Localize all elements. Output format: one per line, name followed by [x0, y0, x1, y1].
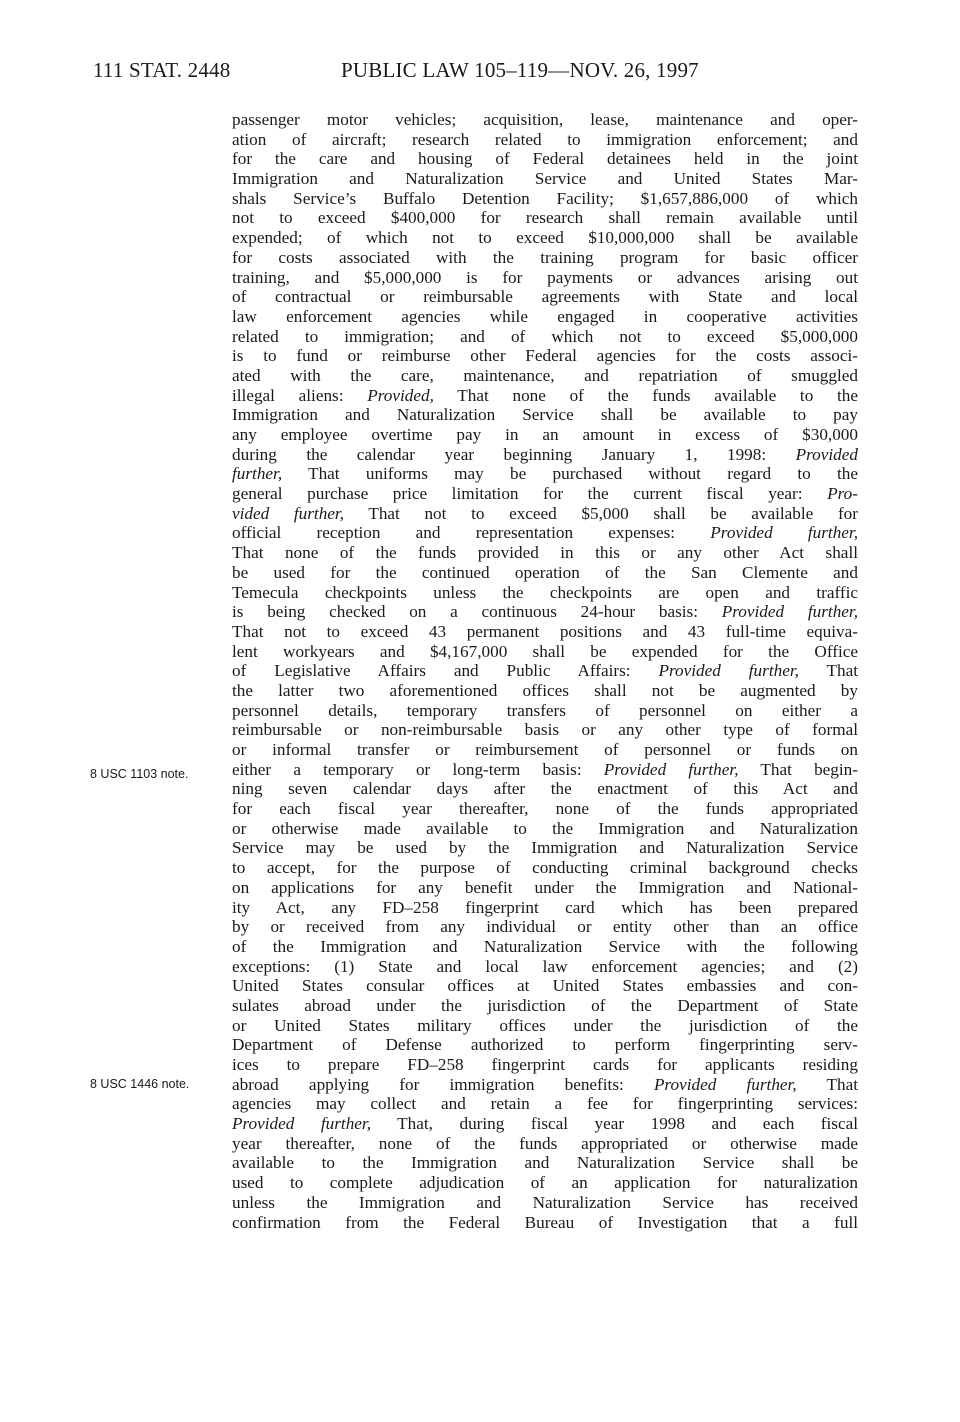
text-run: That: [798, 661, 858, 681]
text-line: [232, 405, 858, 425]
text-run: sulates abroad under the jurisdiction of the Department of State: [232, 995, 858, 1015]
text-run: Immigration and Naturalization Service shall be available to pay: [232, 405, 858, 425]
text-line: [232, 1114, 858, 1134]
text-line: [232, 169, 858, 189]
text-run: is to fund or reimburse other Federal agencies for the costs associ-: [232, 346, 858, 366]
text-line: [232, 445, 858, 465]
text-line: [232, 346, 858, 366]
text-run: Service may be used by the Immigration and Naturalization Service: [232, 838, 858, 858]
text-line: [232, 858, 858, 878]
text-run: training, and $5,000,000 is for payments or advances arising out: [232, 267, 858, 287]
italic-text: vided further,: [232, 503, 344, 523]
statute-page-number: 111 STAT. 2448: [93, 58, 231, 82]
text-line: [232, 957, 858, 977]
text-line: [232, 1016, 858, 1036]
text-line: [232, 760, 858, 780]
text-line: [232, 543, 858, 563]
text-line: [232, 149, 858, 169]
text-run: shals Service’s Buffalo Detention Facility; $1,657,886,000 of which: [232, 188, 858, 208]
text-line: [232, 208, 858, 228]
text-run: illegal aliens:: [232, 385, 368, 405]
text-run: not to exceed $400,000 for research shall remain available until: [232, 208, 858, 228]
text-run: abroad applying for immigration benefits:: [232, 1074, 654, 1094]
text-line: [232, 917, 858, 937]
text-run: is being checked on a continuous 24-hour basis:: [232, 602, 722, 622]
text-run: of Legislative Affairs and Public Affairs:: [232, 661, 659, 681]
text-line: [232, 1193, 858, 1213]
text-run: That not to exceed 43 permanent positions and 43 full-time equiva-: [232, 621, 858, 641]
text-line: [232, 898, 858, 918]
text-line: [232, 1153, 858, 1173]
text-run: ated with the care, maintenance, and repatriation of smuggled: [232, 365, 858, 385]
text-line: [232, 838, 858, 858]
page-header: [93, 58, 873, 88]
italic-text: Provided further,: [232, 1114, 371, 1134]
text-run: to accept, for the purpose of conducting criminal background checks: [232, 858, 858, 878]
text-run: of the Immigration and Naturalization Service with the following: [232, 936, 858, 956]
text-line: [232, 819, 858, 839]
text-line: [232, 799, 858, 819]
text-line: [232, 740, 858, 760]
text-run: That not to exceed $5,000 shall be available for: [344, 503, 858, 523]
text-run: unless the Immigration and Naturalization Service has received: [232, 1192, 858, 1212]
text-run: personnel details, temporary transfers of personnel on either a: [232, 700, 858, 720]
italic-text: further,: [232, 464, 283, 484]
text-line: [232, 1094, 858, 1114]
text-run: Temecula checkpoints unless the checkpoints are open and traffic: [232, 582, 858, 602]
text-line: [232, 504, 858, 524]
text-run: ity Act, any FD–258 fingerprint card which has been prepared: [232, 897, 858, 917]
italic-text: Provided further,: [658, 661, 799, 681]
text-run: available to the Immigration and Naturalization Service shall be: [232, 1153, 858, 1173]
text-run: either a temporary or long-term basis:: [232, 759, 604, 779]
text-line: [232, 307, 858, 327]
text-run: or United States military offices under the jurisdiction of the: [232, 1015, 858, 1035]
text-run: used to complete adjudication of an application for naturalization: [232, 1173, 858, 1193]
text-run: That none of the funds provided in this or any other Act shall: [232, 543, 858, 563]
text-run: Department of Defense authorized to perform fingerprinting serv-: [232, 1035, 858, 1055]
text-run: any employee overtime pay in an amount in excess of $30,000: [232, 425, 858, 444]
text-line: [232, 563, 858, 583]
italic-text: Provided further,: [721, 602, 858, 622]
text-run: United States consular offices at United States embassies and con-: [232, 976, 858, 996]
text-line: [232, 523, 858, 543]
italic-text: Provided further,: [653, 1074, 797, 1094]
italic-text: Provided,: [367, 385, 434, 405]
text-line: [232, 268, 858, 288]
text-run: That begin-: [738, 759, 858, 779]
text-run: for each fiscal year thereafter, none of the funds appropriated: [232, 799, 858, 819]
italic-text: Provided further,: [603, 759, 739, 779]
text-run: exceptions: (1) State and local law enforcement agencies; and (2): [232, 956, 858, 976]
text-line: [232, 996, 858, 1016]
text-line: [232, 583, 858, 603]
text-run: That none of the funds available to the: [433, 385, 858, 405]
text-line: [232, 1075, 858, 1095]
text-run: for the care and housing of Federal detainees held in the joint: [232, 149, 858, 169]
margin-note-usc-1446: 8 USC 1446 note.: [90, 1077, 190, 1091]
text-run: That, during fiscal year 1998 and each fiscal: [371, 1114, 858, 1134]
text-line: [232, 484, 858, 504]
text-run: official reception and representation expenses:: [232, 523, 711, 543]
text-line: [232, 1055, 858, 1075]
text-run: ning seven calendar days after the enactment of this Act and: [232, 779, 858, 799]
text-run: ation of aircraft; research related to immigration enforcement; and: [232, 129, 858, 149]
text-line: [232, 720, 858, 740]
text-line: [232, 681, 858, 701]
text-run: general purchase price limitation for the current fiscal year:: [232, 484, 828, 504]
text-line: [232, 661, 858, 681]
text-run: ices to prepare FD–258 fingerprint cards for applicants residing: [232, 1055, 858, 1074]
text-run: of contractual or reimbursable agreements with State and local: [232, 287, 858, 307]
text-run: the latter two aforementioned offices shall not be augmented by: [232, 680, 858, 700]
text-run: be used for the continued operation of the San Clemente and: [232, 562, 858, 582]
text-line: [232, 602, 858, 622]
text-line: [232, 1213, 858, 1233]
text-run: reimbursable or non-reimbursable basis or any other type of formal: [232, 720, 858, 740]
text-run: or otherwise made available to the Immigration and Naturalization: [232, 818, 858, 838]
text-line: [232, 779, 858, 799]
text-line: [232, 287, 858, 307]
text-run: year thereafter, none of the funds appropriated or otherwise made: [232, 1133, 858, 1153]
text-run: expended; of which not to exceed $10,000,000 shall be available: [232, 228, 858, 248]
body-text: [232, 110, 858, 1232]
text-run: That uniforms may be purchased without regard to the: [282, 464, 858, 484]
text-run: or informal transfer or reimbursement of personnel or funds on: [232, 740, 858, 759]
text-run: That: [796, 1074, 858, 1094]
text-run: by or received from any individual or entity other than an office: [232, 917, 858, 937]
text-line: [232, 701, 858, 721]
italic-text: Pro-: [827, 484, 858, 504]
text-line: [232, 130, 858, 150]
text-line: [232, 1173, 858, 1193]
text-line: [232, 1035, 858, 1055]
italic-text: Provided further,: [710, 523, 858, 543]
text-line: [232, 189, 858, 209]
text-line: [232, 976, 858, 996]
text-line: [232, 228, 858, 248]
text-run: related to immigration; and of which not to exceed $5,000,000: [232, 326, 858, 346]
text-line: [232, 1134, 858, 1154]
text-run: on applications for any benefit under the Immigration and National-: [232, 877, 858, 897]
text-line: [232, 110, 858, 130]
text-run: agencies may collect and retain a fee for fingerprinting services:: [232, 1094, 858, 1114]
text-line: [232, 327, 858, 347]
text-line: [232, 386, 858, 406]
text-run: passenger motor vehicles; acquisition, lease, maintenance and oper-: [232, 110, 858, 129]
text-run: during the calendar year beginning January 1, 1998:: [232, 444, 796, 464]
text-run: for costs associated with the training program for basic officer: [232, 247, 858, 267]
text-line: [232, 366, 858, 386]
text-run: Immigration and Naturalization Service and United States Mar-: [232, 169, 858, 189]
text-line: [232, 878, 858, 898]
text-run: confirmation from the Federal Bureau of Investigation that a full: [232, 1212, 858, 1232]
text-line: [232, 642, 858, 662]
margin-note-usc-1103: 8 USC 1103 note.: [90, 767, 189, 781]
public-law-citation: PUBLIC LAW 105–119—NOV. 26, 1997: [341, 58, 699, 82]
text-line: [232, 937, 858, 957]
text-line: [232, 622, 858, 642]
text-run: law enforcement agencies while engaged in cooperative activities: [232, 306, 858, 326]
text-line: [232, 248, 858, 268]
text-line: [232, 425, 858, 445]
text-line: [232, 464, 858, 484]
italic-text: Provided: [795, 444, 858, 464]
text-run: lent workyears and $4,167,000 shall be expended for the Office: [232, 641, 858, 661]
